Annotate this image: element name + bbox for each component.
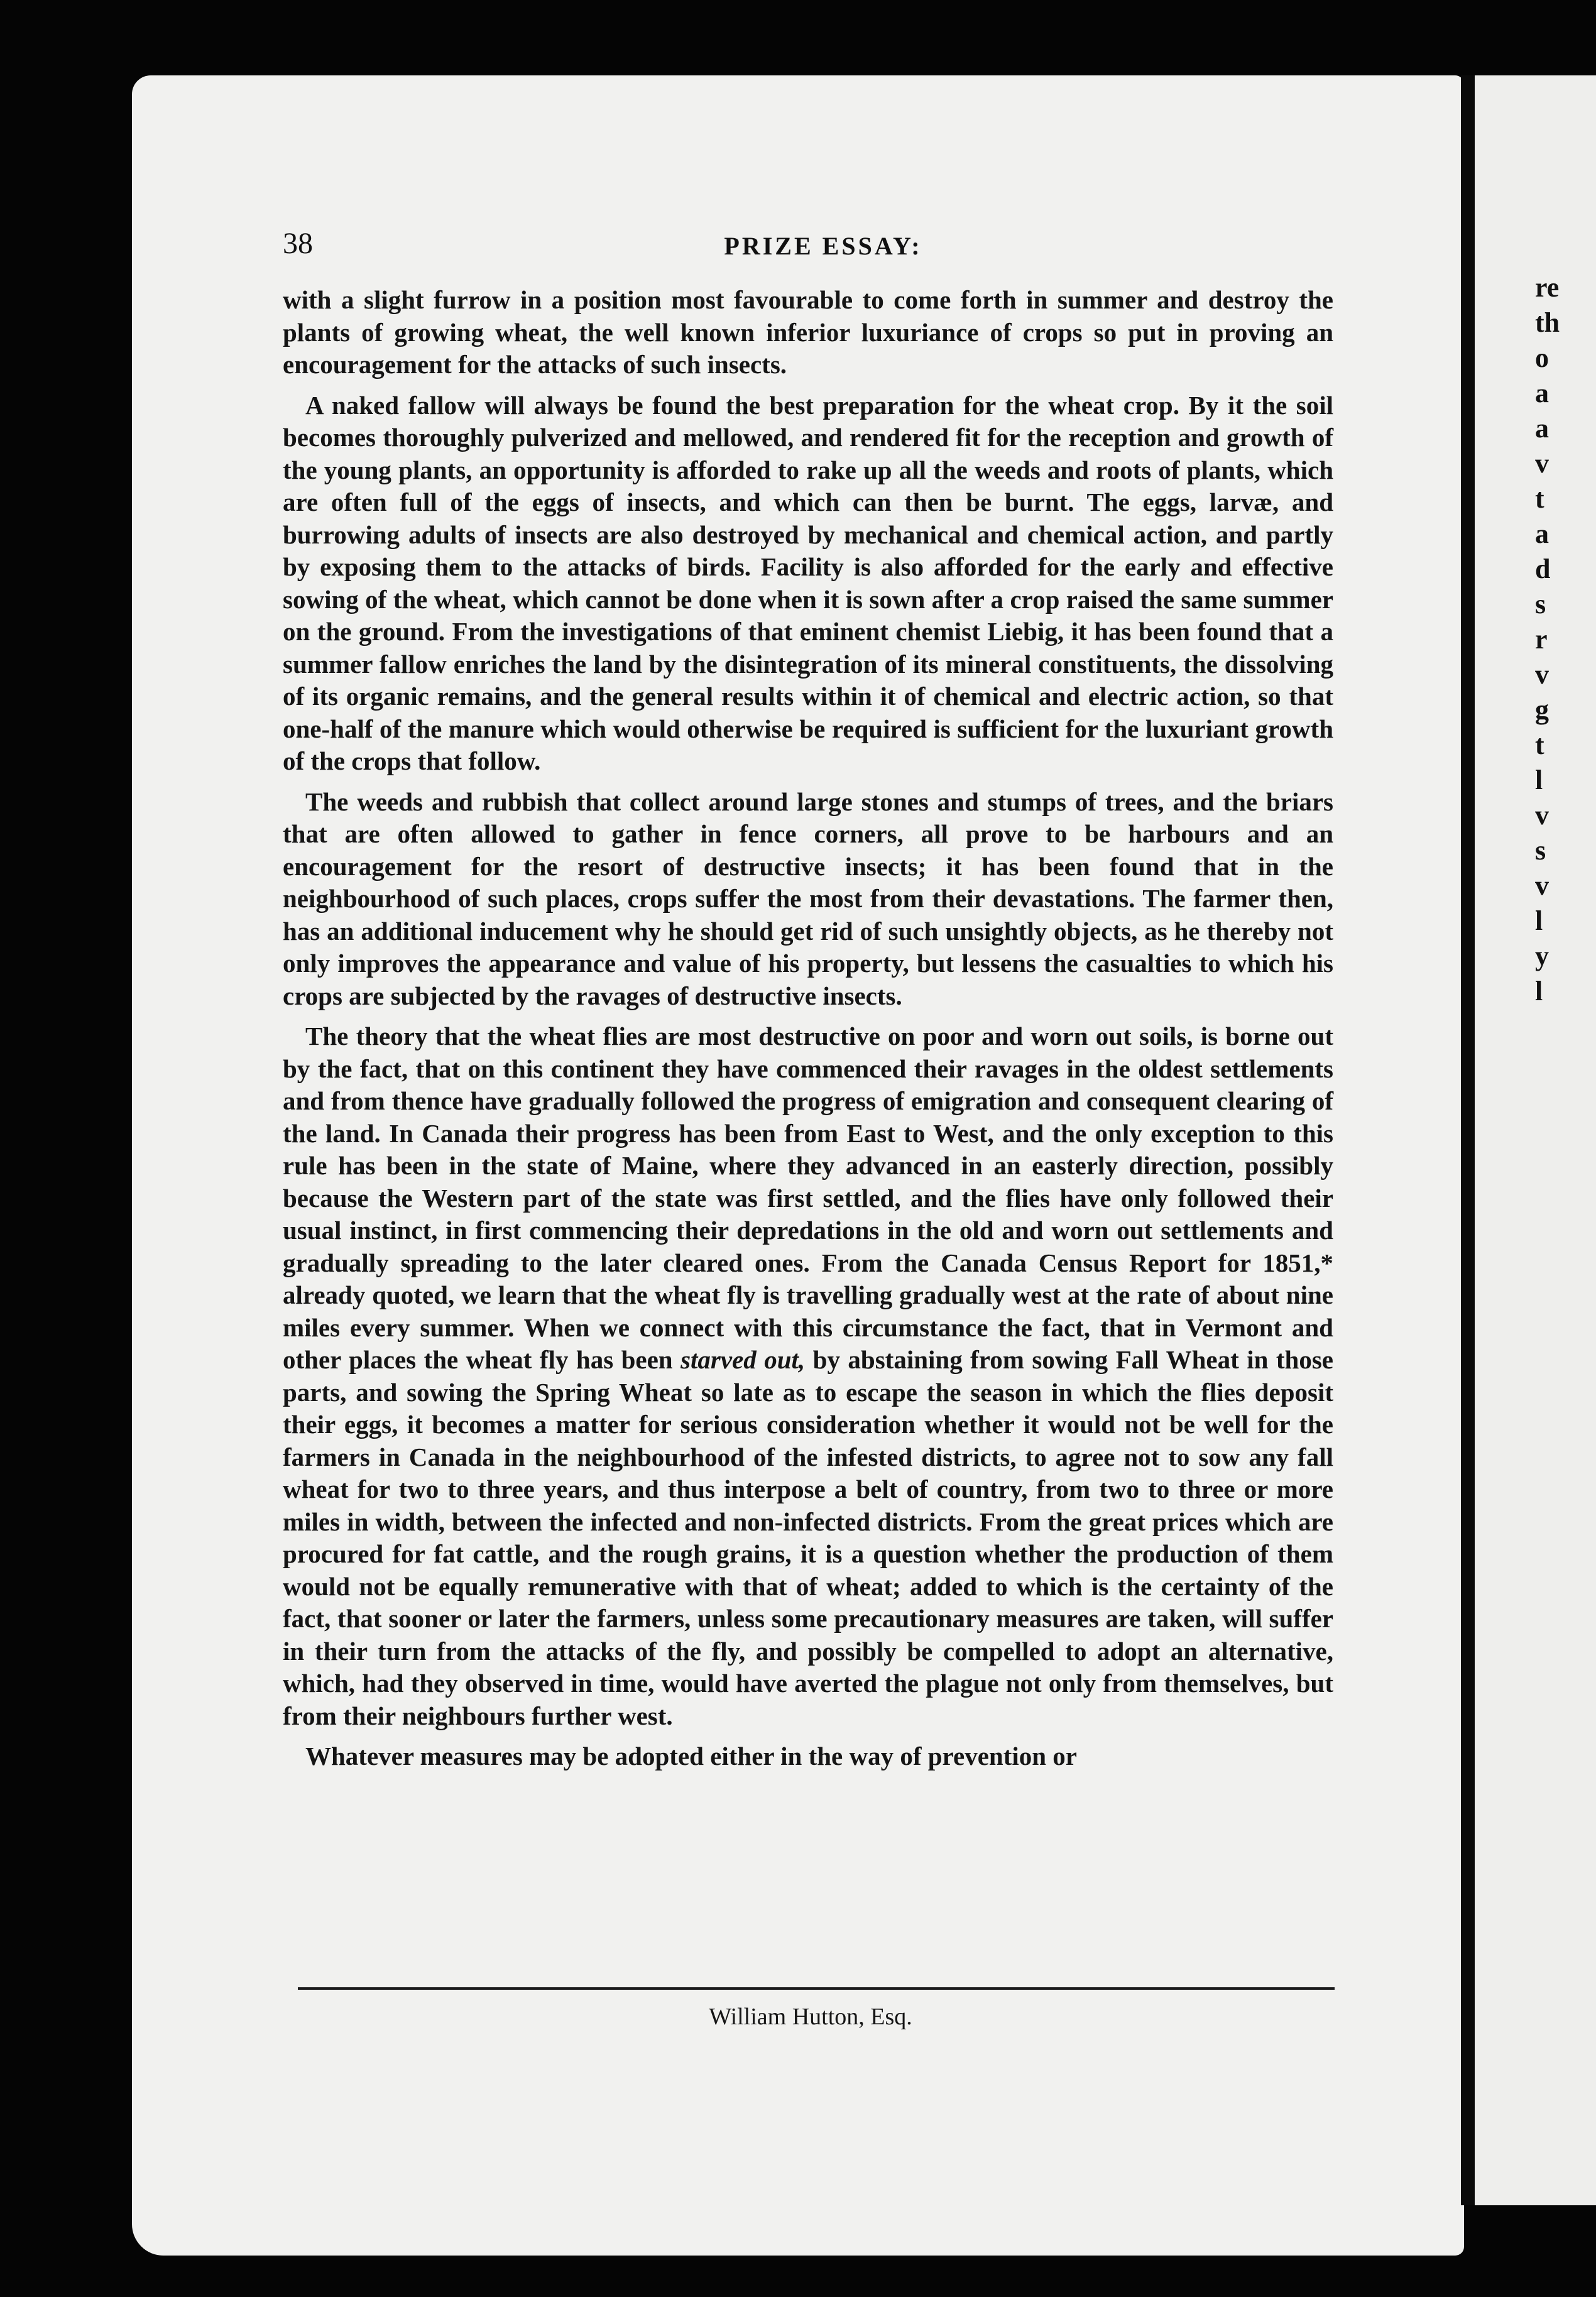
opposite-page-text [1535,270,1560,1009]
opposite-line: a [1535,518,1549,549]
opposite-line: l [1535,765,1543,795]
opposite-line: a [1535,413,1549,444]
opposite-line: s [1535,589,1546,619]
opposite-line: y [1535,941,1549,971]
paragraph [283,1020,1333,1732]
page-gutter [1461,75,1475,2205]
paragraph: Whatever measures may be adopted either in the way of prevention or [305,1742,1077,1770]
footnote-rule [298,1987,1335,1990]
paragraph-text: The theory that the wheat flies are most destructive on poor and worn out soils, is borne out by the fact, that on this continent they have commenced their ravages in the oldest settlements and from thence have gradually followed the progress of emigration and consequent clearing of the land. In Canada their progress has been from East to West, and the only exception to this rule has been in the state of Maine, where they advanced in an easterly direction, possibly because the Western part of the state was first settled, and the flies have only followed their usual instinct, in first commencing their depredations in the old and worn out settlements and gradually spreading to the later cleared ones. From the Canada Census Report for 1851,* already quoted, we learn that the wheat fly is travelling gradually west at the rate of about nine miles every summer. When we connect with this circumstance the fact, that in Vermont and other places the wheat fly has been [283,1022,1333,1374]
paragraph: with a slight furrow in a position most favourable to come forth in summer and destroy the plants of growing wheat, the well known inferior luxuriance of crops so put in proving an encouragement for the attacks of such insects. [283,285,1333,379]
opposite-line: t [1535,729,1544,760]
page-number: 38 [283,227,313,260]
opposite-line: v [1535,870,1549,901]
opposite-line: t [1535,483,1544,514]
paragraph: The weeds and rubbish that collect around large stones and stumps of trees, and the briars that are often allowed to gather in fence corners, all prove to be harbours and an encouragement for the resort of destructive insects; it has been found that in the neighbourhood of such places, crops suffer the most from their devastations. The farmer then, has an additional inducement why he should get rid of such unsightly objects, as he thereby not only improves the appearance and value of his property, but lessens the casualties to which his crops are subjected by the ravages of destructive insects. [283,787,1333,1010]
opposite-line: v [1535,800,1549,831]
opposite-line: th [1535,307,1560,338]
opposite-line: s [1535,835,1546,866]
opposite-line: l [1535,976,1543,1007]
opposite-line: v [1535,659,1549,690]
opposite-line: d [1535,554,1551,584]
page-header [283,226,1338,270]
opposite-line: l [1535,905,1543,936]
opposite-line: v [1535,448,1549,479]
footnote: William Hutton, Esq. [709,2004,912,2030]
paragraph: A naked fallow will always be found the best preparation for the wheat crop. By it the soil becomes thoroughly pulverized and mellowed, and rendered fit for the reception and growth of the young plants, an opportunity is afforded to rake up all the weeds and roots of plants, which are often full of the eggs of insects, and which can then be burnt. The eggs, larvæ, and burrowing adults of insects are also destroyed by mechanical and chemical action, and partly by exposing them to the attacks of birds. Facility is also afforded for the early and effective sowing of the wheat, which cannot be done when it is sown after a crop raised the same summer on the ground. From the investigations of that eminent chemist Liebig, it has been found that a summer fallow enriches the land by the disintegration of its mineral constituents, the dissolving of its organic remains, and the general results within it of chemical and electric action, so that one-half of the manure which would otherwise be required is sufficient for the luxuriant growth of the crops that follow. [283,390,1333,775]
opposite-line: a [1535,378,1549,408]
opposite-line: o [1535,342,1549,373]
opposite-page-fragment [1461,75,1596,2205]
opposite-line: g [1535,694,1549,725]
running-title: PRIZE ESSAY: [724,232,922,260]
italic-phrase: starved out, [680,1345,806,1374]
opposite-line: re [1535,272,1560,303]
paragraph-text: by abstaining from sowing Fall Wheat in those parts, and sowing the Spring Wheat so late as to escape the season in which the flies deposit their eggs, it becomes a matter for serious consideration whether it would not be well for the farmers in Canada in the neighbourhood of the infested districts, to agree not to sow any fall wheat for two to three years, and thus interpose a belt of country, from two to three or more miles in width, between the infected and non-infected districts. From the great prices which are procured for fat cattle, and the rough grains, it is a question whether the production of them would not be equally remunerative with that of wheat; added to which is the certainty of the fact, that sooner or later the farmers, unless some precautionary measures are taken, will suffer in their turn from the attacks of the fly, and possibly be compelled to adopt an alternative, which, had they observed in time, would have averted the plague not only from themselves, but from their neighbours further west. [283,1345,1333,1730]
opposite-line: r [1535,624,1548,655]
body-text [283,284,1333,1781]
